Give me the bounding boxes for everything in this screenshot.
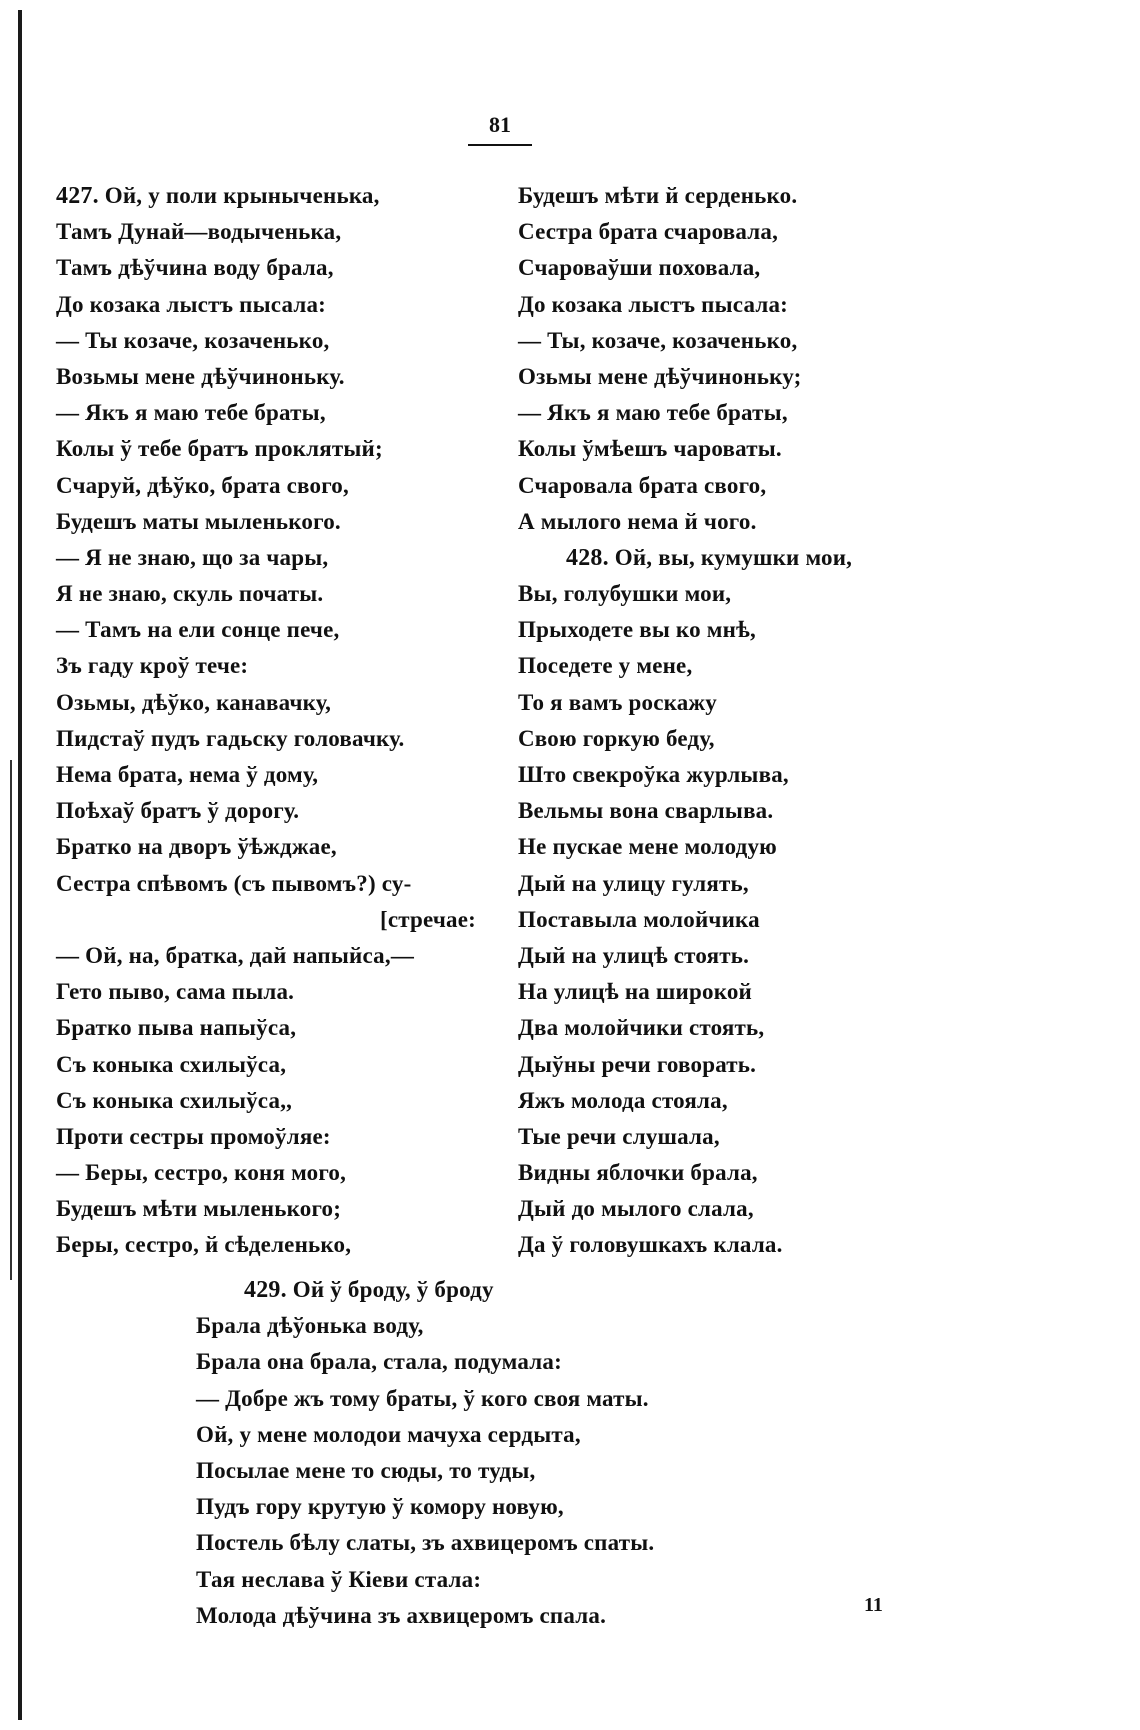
verse-line [518, 1227, 958, 1263]
verse-line [196, 1308, 796, 1344]
verse-text: — Якъ я маю тебе браты, [518, 400, 788, 426]
verse-text: Нема брата, нема ў дому, [56, 762, 319, 787]
verse-text: Вы, голубушки мои, [518, 581, 732, 607]
verse-text: Тамъ Дунай—водыченька, [56, 219, 342, 245]
verse-text: [стречае: [379, 906, 476, 932]
verse-line [56, 902, 496, 938]
verse-text: Зъ гаду кроў тече: [56, 653, 249, 679]
verse-text: Проти сестры промоўляе: [56, 1123, 331, 1149]
verse-line [196, 1489, 796, 1525]
verse-line [518, 793, 958, 829]
verse-line [518, 178, 958, 214]
verse-text: Дый до мылого слала, [518, 1196, 754, 1222]
verse-text: Тамъ дѣўчина воду брала, [56, 255, 334, 281]
verse-line [56, 1155, 496, 1191]
verse-line [518, 323, 958, 359]
verse-text: Съ коныка схилыўса, [56, 1051, 287, 1077]
verse-text: Ой, вы, кумушки мои, [608, 544, 853, 570]
page-number-underline [468, 144, 532, 146]
verse-text: Што свекроўка журлыва, [518, 762, 789, 787]
verse-text: Пидстаў пудъ гадьску головачку. [56, 725, 405, 751]
verse-text: Ой, у мене молодои мачуха сердыта, [196, 1421, 581, 1447]
verse-line [518, 685, 958, 721]
song-number: 427. [56, 183, 99, 209]
verse-text: Сестра спѣвомъ (съ пывомъ?) су- [56, 870, 412, 896]
verse-line [518, 938, 958, 974]
verse-text: До козака лыстъ пысала: [56, 291, 327, 317]
verse-text: Свою горкую беду, [518, 725, 715, 751]
verse-text: Поставыла молойчика [518, 906, 760, 932]
verse-line [56, 757, 496, 793]
verse-line [56, 1227, 496, 1263]
verse-line [518, 902, 958, 938]
verse-line [56, 938, 496, 974]
verse-text: Гето пыво, сама пыла. [56, 979, 295, 1005]
verse-text: Поседете у мене, [518, 653, 693, 679]
verse-line [56, 721, 496, 757]
verse-line [518, 757, 958, 793]
verse-line [518, 1191, 958, 1227]
verse-text: Братко пыва напыўса, [56, 1015, 297, 1041]
verse-text: Видны яблочки брала, [518, 1160, 758, 1186]
verse-line [56, 829, 496, 865]
song-number: 429. [244, 1277, 287, 1303]
verse-line [518, 540, 958, 576]
verse-text: Будешъ мѣти й серденько. [518, 183, 798, 208]
verse-line [518, 395, 958, 431]
verse-text: Пудъ гору крутую ў комору новую, [196, 1494, 564, 1520]
verse-line [56, 359, 496, 395]
verse-line [56, 178, 496, 214]
verse-line [518, 1083, 958, 1119]
verse-text: Поѣхаў братъ ў дорогу. [56, 798, 300, 824]
verse-text: — Ой, на, братка, дай напыйса,— [56, 942, 415, 968]
verse-text: Вельмы вона сварлыва. [518, 798, 774, 824]
verse-line [56, 974, 496, 1010]
verse-line [196, 1525, 796, 1561]
verse-line [196, 1417, 796, 1453]
verse-line [56, 250, 496, 286]
verse-text: — Добре жъ тому браты, ў кого своя маты. [196, 1385, 649, 1411]
verse-line [56, 540, 496, 576]
verse-line [56, 1119, 496, 1155]
verse-text: Прыходете вы ко мнѣ, [518, 617, 756, 643]
verse-text: Озьмы, дѣўко, канавачку, [56, 689, 332, 715]
verse-text: — Ты, козаче, козаченько, [518, 327, 798, 353]
verse-line [56, 431, 496, 467]
verse-line [196, 1598, 796, 1634]
right-column [518, 178, 958, 1264]
verse-line [518, 648, 958, 684]
binding-edge-line [18, 10, 22, 1720]
verse-text: Беры, сестро, й сѣделенько, [56, 1232, 352, 1258]
verse-text: Два молойчики стоять, [518, 1015, 765, 1041]
verse-text: Съ коныка схилыўса,, [56, 1087, 293, 1113]
verse-text: Ой, у поли крыныченька, [98, 183, 380, 208]
verse-line [518, 214, 958, 250]
verse-text: До козака лыстъ пысала: [518, 291, 789, 317]
verse-text: То я вамъ роскажу [518, 689, 717, 715]
verse-text: — Якъ я маю тебе браты, [56, 400, 326, 426]
verse-line [518, 576, 958, 612]
verse-text: Колы ў тебе братъ проклятый; [56, 436, 383, 462]
verse-line [56, 576, 496, 612]
verse-text: Братко на дворъ ўѣжджае, [56, 834, 337, 860]
verse-text: Брала дѣўонька воду, [196, 1313, 424, 1339]
verse-line [56, 504, 496, 540]
verse-line [196, 1453, 796, 1489]
verse-line [56, 1083, 496, 1119]
verse-line [518, 974, 958, 1010]
bottom-song-block [196, 1272, 796, 1634]
verse-line [56, 685, 496, 721]
verse-line [56, 793, 496, 829]
verse-line [518, 250, 958, 286]
verse-line [56, 648, 496, 684]
verse-text: — Ты козаче, козаченько, [56, 327, 330, 353]
verse-text: Яжъ молода стояла, [518, 1087, 728, 1113]
left-column [56, 178, 496, 1264]
verse-line [56, 395, 496, 431]
song-number: 428. [566, 544, 609, 571]
verse-text: Сестра брата счаровала, [518, 219, 779, 245]
verse-line [518, 1047, 958, 1083]
verse-line [56, 1047, 496, 1083]
verse-line [518, 431, 958, 467]
verse-text: Будешъ мѣти мыленького; [56, 1196, 342, 1222]
verse-text: Посылае мене то сюды, то туды, [196, 1457, 536, 1483]
verse-line [56, 323, 496, 359]
verse-text: Я не знаю, скуль початы. [56, 581, 324, 607]
verse-line [518, 1119, 958, 1155]
verse-line [196, 1344, 796, 1380]
binding-edge-line-secondary [10, 760, 12, 1280]
verse-text: Будешъ маты мыленького. [56, 508, 341, 534]
verse-text: А мылого нема й чого. [518, 508, 757, 534]
verse-text: Ой ў броду, ў броду [286, 1277, 494, 1302]
verse-text: Молода дѣўчина зъ ахвицеромъ спала. [196, 1602, 607, 1628]
verse-text: Счароваўши поховала, [518, 255, 761, 281]
verse-line [518, 612, 958, 648]
verse-line [56, 468, 496, 504]
verse-text: Дыўны речи говорать. [518, 1051, 757, 1077]
verse-text: Счаровала брата свого, [518, 472, 767, 498]
verse-text: Тая неслава ў Кіеви стала: [196, 1566, 482, 1592]
verse-text: — Я не знаю, що за чары, [56, 544, 329, 570]
verse-line [56, 612, 496, 648]
verse-line [518, 359, 958, 395]
verse-line [518, 829, 958, 865]
verse-text: Да ў головушкахъ клала. [518, 1232, 783, 1258]
signature-mark: 11 [864, 1594, 883, 1616]
verse-line [518, 1155, 958, 1191]
verse-line [518, 287, 958, 323]
verse-line [196, 1381, 796, 1417]
verse-text: Не пускае мене молодую [518, 834, 777, 860]
verse-line [56, 287, 496, 323]
verse-line [518, 504, 958, 540]
verse-line [56, 1010, 496, 1046]
verse-text: Тые речи слушала, [518, 1123, 720, 1149]
page-number: 81 [489, 112, 511, 137]
verse-text: На улицѣ на широкой [518, 979, 752, 1005]
verse-line [518, 468, 958, 504]
verse-line [518, 866, 958, 902]
verse-text: Озьмы мене дѣўчиноньку; [518, 363, 802, 389]
verse-text: Дый на улицу гулять, [518, 870, 749, 896]
verse-line [196, 1562, 796, 1598]
verse-line [56, 214, 496, 250]
verse-text: Колы ўмѣешъ чароваты. [518, 436, 782, 462]
verse-text: Счаруй, дѣўко, брата свого, [56, 472, 349, 498]
verse-line [518, 721, 958, 757]
verse-text: — Тамъ на ели сонце пече, [56, 617, 340, 643]
verse-text: — Беры, сестро, коня мого, [56, 1160, 347, 1186]
verse-line [196, 1272, 796, 1308]
verse-line [56, 1191, 496, 1227]
verse-text: Дый на улицѣ стоять. [518, 942, 750, 968]
verse-text: Брала она брала, стала, подумала: [196, 1349, 562, 1375]
verse-text: Возьмы мене дѣўчиноньку. [56, 363, 345, 389]
verse-line [518, 1010, 958, 1046]
verse-line [56, 866, 496, 902]
verse-text: Постель бѣлу слаты, зъ ахвицеромъ спаты. [196, 1530, 655, 1556]
